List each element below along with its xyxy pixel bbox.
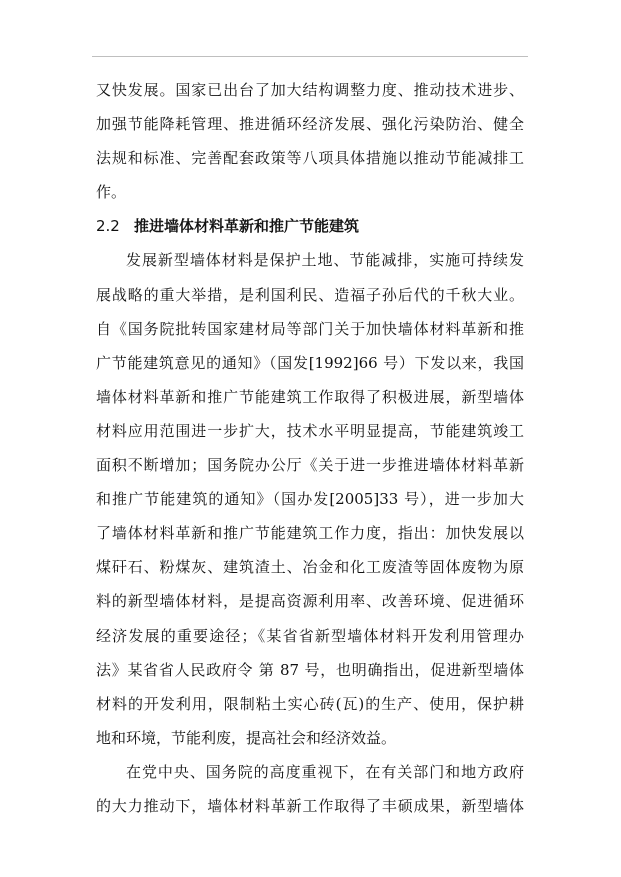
paragraph-line: 加强节能降耗管理、推进循环经济发展、强化污染防治、健全 xyxy=(96,115,524,134)
paragraph-line: 墙体材料革新和推广节能建筑工作取得了积极进展，新型墙体 xyxy=(96,387,524,406)
paragraph-line: 广节能建筑意见的通知》（国发[1992]66 号）下发以来，我国 xyxy=(96,353,524,372)
paragraph-line: 自《国务院批转国家建材局等部门关于加快墙体材料革新和推 xyxy=(96,319,524,338)
paragraph-line: 展战略的重大举措，是利国利民、造福子孙后代的千秋大业。 xyxy=(96,285,524,304)
paragraph-line: 和推广节能建筑的通知》（国办发[2005]33 号），进一步加大 xyxy=(96,490,524,509)
paragraph-line: 法规和标准、完善配套政策等八项具体措施以推动节能减排工 xyxy=(96,149,524,168)
paragraph-line: 了墙体材料革新和推广节能建筑工作力度，指出：加快发展以 xyxy=(96,524,524,543)
paragraph-line: 材料的开发利用，限制粘土实心砖(瓦)的生产、使用，保护耕 xyxy=(96,694,524,713)
paragraph-line: 作。 xyxy=(96,183,127,202)
paragraph-line: 法》某省省人民政府令 第 87 号，也明确指出，促进新型墙体 xyxy=(96,660,524,679)
paragraph-line: 材料应用范围进一步扩大，技术水平明显提高，节能建筑竣工 xyxy=(96,421,524,440)
section-title: 推进墙体材料革新和推广节能建筑 xyxy=(134,217,360,236)
document-body xyxy=(96,78,524,828)
paragraph-line: 经济发展的重要途径；《某省省新型墙体材料开发利用管理办 xyxy=(96,626,524,645)
paragraph-line: 在党中央、国务院的高度重视下，在有关部门和地方政府 xyxy=(126,762,524,781)
paragraph-line: 煤矸石、粉煤灰、建筑渣土、冶金和化工废渣等固体废物为原 xyxy=(96,558,524,577)
paragraph-line: 面积不断增加；国务院办公厅《关于进一步推进墙体材料革新 xyxy=(96,456,524,475)
section-number: 2.2 xyxy=(96,217,120,236)
section-heading xyxy=(96,214,524,248)
paragraph-line: 发展新型墙体材料是保护土地、节能减排，实施可持续发 xyxy=(126,251,524,270)
paragraph-line: 又快发展。国家已出台了加大结构调整力度、推动技术进步、 xyxy=(96,81,524,99)
paragraph-line: 的大力推动下，墙体材料革新工作取得了丰硕成果，新型墙体 xyxy=(96,796,524,815)
paragraph-line: 地和环境，节能利废，提高社会和经济效益。 xyxy=(96,728,397,747)
paragraph-line: 料的新型墙体材料，是提高资源利用率、改善环境、促进循环 xyxy=(96,592,524,611)
header-rule xyxy=(92,56,528,57)
